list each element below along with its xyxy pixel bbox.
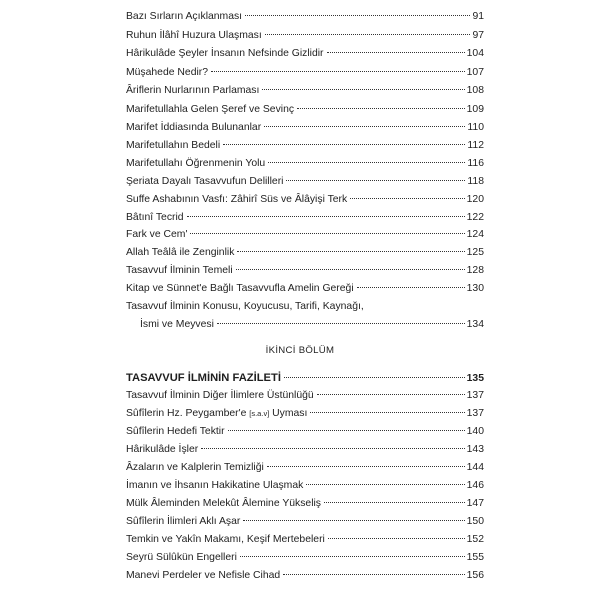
dot-leader <box>350 198 464 199</box>
toc-entry-page: 147 <box>466 498 484 509</box>
toc-chapter-title: TASAVVUF İLMİNİN FAZİLETİ <box>126 372 281 384</box>
honorific-abbrev: [s.a.v] <box>249 409 270 418</box>
toc-entry-title: Marifet İddiasında Bulunanlar <box>126 122 262 133</box>
dot-leader <box>357 287 465 288</box>
dot-leader <box>310 412 464 413</box>
toc-entry-page: 135 <box>466 373 484 384</box>
dot-leader <box>317 394 465 395</box>
dot-leader <box>240 556 465 557</box>
toc-chapter-entry <box>126 369 484 387</box>
toc-entry <box>126 209 484 227</box>
toc-entry-title: Manevi Perdeler ve Nefisle Cihad <box>126 570 281 581</box>
toc-entry <box>126 280 484 298</box>
toc-entry-line1 <box>126 298 484 316</box>
toc-entry <box>126 459 484 477</box>
toc-entry <box>126 119 484 137</box>
toc-entry <box>126 549 484 567</box>
toc-entry-title: Âriflerin Nurlarının Parlaması <box>126 85 260 96</box>
toc-entry-title: Marifetullahla Gelen Şeref ve Sevinç <box>126 104 295 115</box>
toc-entry-title: Bazı Sırların Açıklanması <box>126 11 243 22</box>
dot-leader <box>264 126 465 127</box>
toc-entry-title: Marifetullahı Öğrenmenin Yolu <box>126 158 266 169</box>
toc-entry <box>126 64 484 82</box>
section-heading: İKİNCİ BÖLÜM <box>265 345 335 356</box>
dot-leader <box>327 52 465 53</box>
toc-entry-title <box>126 405 307 423</box>
toc-entry <box>126 567 484 585</box>
dot-leader <box>283 574 464 575</box>
toc-entry <box>126 441 484 459</box>
toc-entry-page: 104 <box>466 48 484 59</box>
toc-entry-title: Hârikulâde Şeyler İnsanın Nefsinde Gizlidir <box>126 48 324 59</box>
toc-entry <box>126 173 484 191</box>
toc-entry-title: Müşahede Nedir? <box>126 67 209 78</box>
toc-entry-page: 140 <box>466 426 484 437</box>
toc-entry-page: 109 <box>466 104 484 115</box>
toc-entry <box>126 27 484 45</box>
dot-leader <box>211 71 465 72</box>
toc-entry-page: 125 <box>466 247 484 258</box>
toc-entry <box>126 155 484 173</box>
toc-entry-title: Suffe Ashabının Vasfı: Zâhirî Süs ve Âlâyişi Terk <box>126 194 348 205</box>
toc-entry-title: Ruhun İlâhî Huzura Ulaşması <box>126 30 262 41</box>
dot-leader <box>190 233 464 234</box>
dot-leader <box>223 144 465 145</box>
toc-entry-title: Âzaların ve Kalplerin Temizliği <box>126 462 264 473</box>
toc-entry-title: Tasavvuf İlminin Konusu, Koyucusu, Tarifi, Kaynağı, <box>126 301 364 312</box>
dot-leader <box>267 466 465 467</box>
title-text: Sûfîlerin Hz. Peygamber'e <box>126 408 250 419</box>
toc-entry-page: 110 <box>467 122 484 133</box>
toc-entry <box>126 513 484 531</box>
toc-entry-page: 130 <box>466 283 484 294</box>
toc-entry-title: Temkin ve Yakîn Makamı, Keşif Mertebeleri <box>126 534 325 545</box>
toc-entry-title: Sûfîlerin Hedefi Tektir <box>126 426 225 437</box>
toc-entry <box>126 477 484 495</box>
toc-entry <box>126 82 484 100</box>
toc-entry <box>126 262 484 280</box>
toc-entry-page: 137 <box>466 390 484 401</box>
toc-entry-title: Tasavvuf İlminin Temeli <box>126 265 233 276</box>
toc-entry-page: 143 <box>466 444 484 455</box>
dot-leader <box>328 538 465 539</box>
dot-leader <box>262 89 464 90</box>
toc-entry-page: 156 <box>466 570 484 581</box>
dot-leader <box>265 34 471 35</box>
toc-entry <box>126 387 484 405</box>
dot-leader <box>306 484 464 485</box>
dot-leader <box>237 251 464 252</box>
toc-entry-page: 118 <box>467 176 484 187</box>
toc-entry-title: İmanın ve İhsanın Hakikatine Ulaşmak <box>126 480 304 491</box>
dot-leader <box>324 502 465 503</box>
toc-entry-title: Seyrü Sülûkün Engelleri <box>126 552 237 563</box>
toc-entry-page: 137 <box>466 408 484 419</box>
dot-leader <box>228 430 465 431</box>
title-text: Uyması <box>269 408 308 419</box>
toc-entry-title: Şeriata Dayalı Tasavvufun Delilleri <box>126 176 284 187</box>
dot-leader <box>243 520 464 521</box>
toc-entry-title: Hârikulâde İşler <box>126 444 199 455</box>
toc-entry-page: 116 <box>467 158 484 169</box>
toc-entry-page: 128 <box>466 265 484 276</box>
toc-entry-page: 124 <box>466 229 484 240</box>
toc-entry <box>126 101 484 119</box>
toc-entry <box>126 191 484 209</box>
toc-entry-page: 91 <box>472 11 484 22</box>
dot-leader <box>284 377 465 378</box>
dot-leader <box>245 15 470 16</box>
toc-entry-title: Kitap ve Sünnet'e Bağlı Tasavvufla Amelin Gereği <box>126 283 354 294</box>
toc-entry <box>126 45 484 63</box>
dot-leader <box>201 448 464 449</box>
toc-entry-page: 134 <box>466 319 484 330</box>
toc-entry <box>126 8 484 26</box>
toc-entry <box>140 316 484 334</box>
toc-entry-page: 107 <box>466 67 484 78</box>
toc-entry-title: Mülk Âleminden Melekût Âlemine Yükseliş <box>126 498 322 509</box>
dot-leader <box>286 180 465 181</box>
toc-entry-page: 144 <box>466 462 484 473</box>
toc-entry-title-continued: İsmi ve Meyvesi <box>140 319 214 330</box>
toc-entry <box>126 244 484 262</box>
toc-entry <box>126 405 484 423</box>
toc-entry-title: Marifetullahın Bedeli <box>126 140 221 151</box>
dot-leader <box>268 162 465 163</box>
toc-entry-title: Sûfîlerin İlimleri Aklı Aşar <box>126 516 241 527</box>
toc-entry <box>126 137 484 155</box>
toc-entry <box>126 423 484 441</box>
toc-entry <box>126 226 484 244</box>
toc-entry-title: Fark ve Cem' <box>126 229 188 240</box>
toc-entry-page: 112 <box>467 140 484 151</box>
toc-entry-page: 152 <box>466 534 484 545</box>
dot-leader <box>297 108 465 109</box>
dot-leader <box>217 323 465 324</box>
toc-entry-title: Bâtınî Tecrid <box>126 212 184 223</box>
toc-entry-page: 122 <box>466 212 484 223</box>
toc-entry-page: 146 <box>466 480 484 491</box>
toc-entry-page: 120 <box>466 194 484 205</box>
toc-entry <box>126 495 484 513</box>
toc-entry-page: 150 <box>466 516 484 527</box>
toc-entry <box>126 531 484 549</box>
dot-leader <box>236 269 465 270</box>
toc-entry-page: 108 <box>466 85 484 96</box>
toc-entry-title: Allah Teâlâ ile Zenginlik <box>126 247 235 258</box>
toc-entry-title: Tasavvuf İlminin Diğer İlimlere Üstünlüğü <box>126 390 314 401</box>
toc-entry-page: 97 <box>472 30 484 41</box>
toc-entry-page: 155 <box>466 552 484 563</box>
dot-leader <box>187 216 465 217</box>
